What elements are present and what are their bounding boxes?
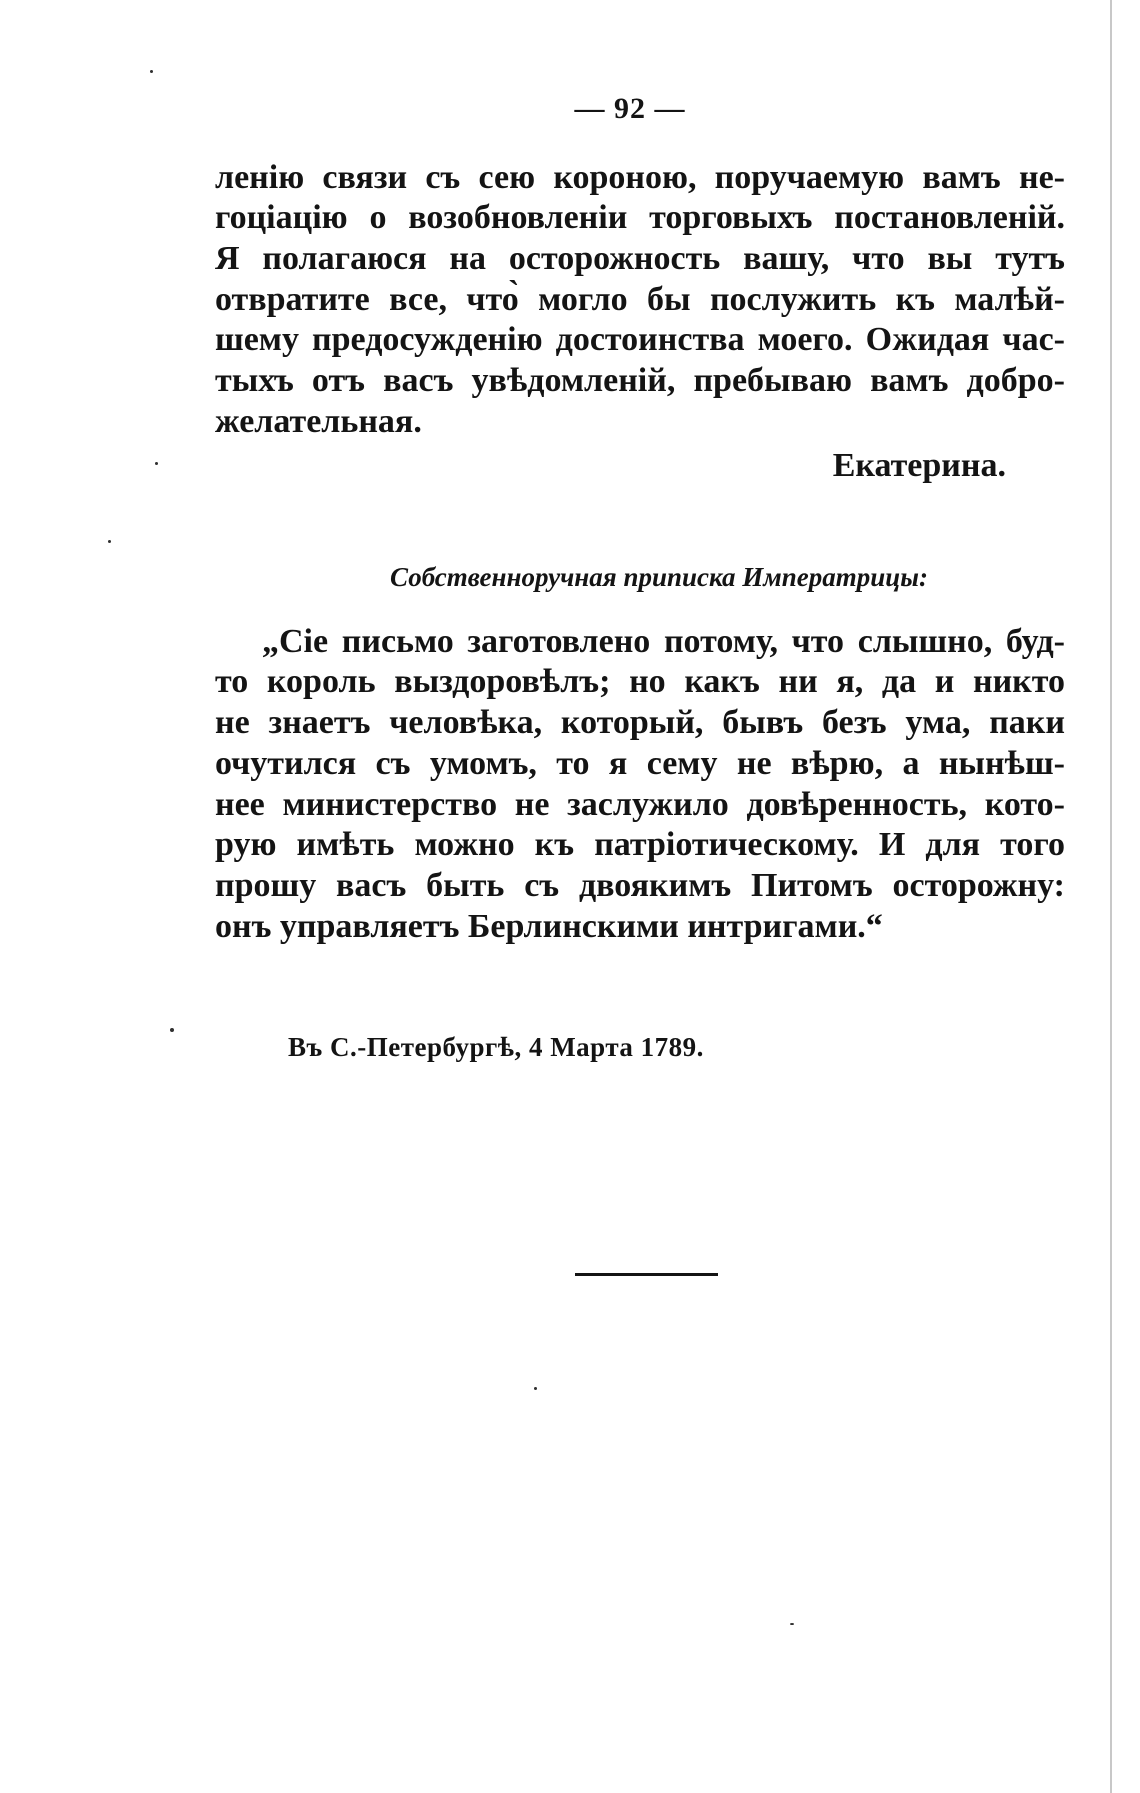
signature: Екатерина. — [832, 447, 1006, 484]
page-number: — 92 — — [574, 92, 686, 125]
page-edge-line — [1110, 0, 1112, 1793]
letter-line: желательная. — [215, 403, 422, 440]
letter-line: отвратите все, что̀ могло бы послужить къ малѣй- — [215, 281, 1065, 318]
closing-rule — [575, 1273, 718, 1276]
ink-speck — [108, 540, 111, 543]
postscript-line: то король выздоровѣлъ; но какъ ни я, да и никто — [215, 663, 1065, 700]
postscript-line: очутился съ умомъ, то я сему не вѣрю, а нынѣш- — [215, 745, 1065, 782]
postscript-line: онъ управляетъ Берлинскими интригами.“ — [215, 908, 883, 945]
ink-speck — [170, 1028, 174, 1032]
letter-line: гоціацію о возобновленіи торговыхъ постановленій. — [215, 199, 1065, 236]
ink-speck — [150, 70, 153, 73]
postscript-heading: Собственноручная приписка Императрицы: — [390, 562, 929, 592]
letter-line: Я полагаюся на осторожность вашу, что вы тутъ — [215, 240, 1065, 277]
letter-line: шему предосужденію достоинства моего. Ожидая час- — [215, 321, 1065, 358]
postscript-line: нее министерство не заслужило довѣренность, кото- — [215, 786, 1065, 823]
postscript-line: прошу васъ быть съ двоякимъ Питомъ осторожну: — [215, 867, 1065, 904]
ink-speck — [790, 1623, 794, 1625]
date-line: Въ С.-Петербургѣ, 4 Марта 1789. — [288, 1032, 704, 1062]
postscript-line: „Сіе письмо заготовлено потому, что слышно, буд- — [262, 623, 1065, 660]
postscript-line: рую имѣть можно къ патріотическому. И для того — [215, 826, 1065, 863]
ink-speck — [155, 462, 158, 465]
ink-speck — [534, 1387, 537, 1390]
letter-line: тыхъ отъ васъ увѣдомленій, пребываю вамъ добро- — [215, 362, 1065, 399]
letter-line: ленію связи съ сею короною, поручаемую вамъ не- — [215, 159, 1065, 196]
postscript-line: не знаетъ человѣка, который, бывъ безъ ума, паки — [215, 704, 1065, 741]
